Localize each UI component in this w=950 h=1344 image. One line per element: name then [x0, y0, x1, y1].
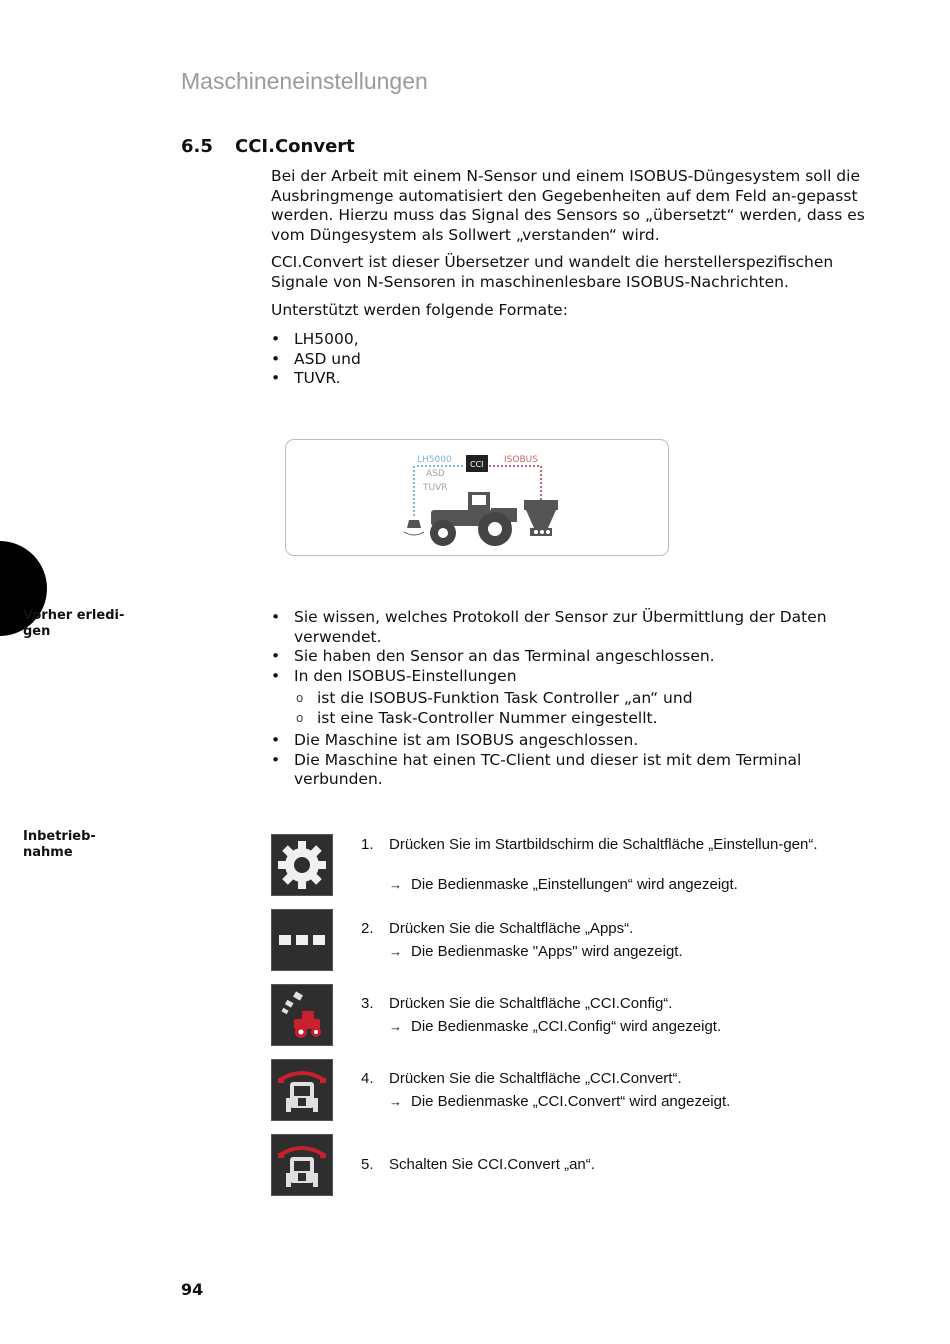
list-item: • ASD und: [271, 350, 871, 370]
list-item-text: In den ISOBUS-Einstellungen: [294, 666, 517, 685]
list-item: • Sie haben den Sensor an das Terminal angeschlossen.: [271, 647, 871, 667]
apps-icon: [272, 910, 332, 970]
step-text: Drücken Sie die Schaltfläche „CCI.Convert“.: [389, 1070, 682, 1087]
diagram-label-asd: ASD: [426, 469, 445, 479]
commissioning-label-line2: nahme: [23, 845, 73, 860]
section-title: CCI.Convert: [235, 136, 355, 157]
step-result: [389, 1093, 730, 1110]
result-arrow-icon: →: [389, 877, 402, 892]
step-result-text: Die Bedienmaske „CCI.Convert“ wird angezeigt.: [411, 1093, 731, 1110]
sub-list-item: o ist die ISOBUS-Funktion Task Controller „an“ und: [294, 689, 871, 709]
step-text: Drücken Sie die Schaltfläche „Apps“.: [389, 920, 634, 937]
cci-convert-icon: [272, 1060, 332, 1120]
diagram-label-lh5000: LH5000: [417, 455, 452, 465]
step-number: 2.: [361, 920, 374, 937]
diagram-label-isobus: ISOBUS: [504, 455, 538, 465]
intro-paragraph-2: CCI.Convert ist dieser Übersetzer und wandelt die herstellerspezifischen Signale von N-Sensoren in maschinenlesbare ISOBUS-Nachrichten.: [271, 253, 834, 291]
fertilizer-spreader-icon: [524, 500, 558, 536]
list-item: • Die Maschine hat einen TC-Client und dieser ist mit dem Terminal verbunden.: [271, 751, 871, 790]
prereq-label-line1: Vorher erledi-: [23, 608, 125, 623]
section-number: 6.5: [181, 136, 213, 157]
list-item: • Die Maschine ist am ISOBUS angeschlossen.: [271, 731, 871, 751]
step-result-text: Die Bedienmaske „CCI.Config“ wird angezeigt.: [411, 1018, 722, 1035]
prereq-list: [271, 608, 871, 790]
list-item: [271, 667, 871, 729]
cci-config-button[interactable]: [271, 984, 333, 1046]
diagram-label-cci: CCI: [470, 460, 484, 469]
result-arrow-icon: →: [389, 944, 402, 959]
cci-convert-diagram: [285, 439, 669, 556]
tractor-icon: [430, 492, 517, 546]
result-arrow-icon: →: [389, 1019, 402, 1034]
prereq-label: [23, 608, 124, 640]
step-result-text: Die Bedienmaske „Einstellungen“ wird angezeigt.: [411, 876, 738, 893]
cci-convert-on-icon: [272, 1135, 332, 1195]
sensor-wave-icon: [404, 532, 424, 535]
chapter-header: Maschineneinstellungen: [181, 68, 428, 94]
n-sensor-icon: [407, 520, 421, 528]
settings-button[interactable]: [271, 834, 333, 896]
step-number: 4.: [361, 1070, 374, 1087]
page-number: 94: [181, 1280, 204, 1299]
step-text: Schalten Sie CCI.Convert „an“.: [389, 1156, 595, 1173]
diagram-illustration: [286, 440, 668, 555]
result-arrow-icon: →: [389, 1094, 402, 1109]
prereq-sublist: [294, 689, 871, 728]
format-list: [271, 330, 871, 389]
step-number: 5.: [361, 1156, 374, 1173]
step-text: Drücken Sie im Startbildschirm die Schaltfläche „Einstellun-gen“.: [389, 836, 818, 853]
cci-convert-toggle[interactable]: [271, 1134, 333, 1196]
step-result-text: Die Bedienmaske "Apps" wird angezeigt.: [411, 943, 683, 960]
intro-paragraph-1: Bei der Arbeit mit einem N-Sensor und einem ISOBUS-Düngesystem soll die Ausbringmenge automatisiert den Gegebenheiten auf dem Feld an-gepasst werden. Hierzu muss das Signal des Sensors so „übersetzt“ werden, dass es vom Düngesystem als Sollwert „verstanden“ wird.: [271, 167, 865, 244]
list-item: • TUVR.: [271, 369, 871, 389]
intro-paragraph-3: Unterstützt werden folgende Formate:: [271, 301, 568, 319]
apps-button[interactable]: [271, 909, 333, 971]
isobus-signal-line: [489, 466, 541, 500]
sub-list-item: o ist eine Task-Controller Nummer eingestellt.: [294, 709, 871, 729]
step-result: [389, 1018, 721, 1035]
step-result: [389, 876, 738, 893]
commissioning-label-line1: Inbetrieb-: [23, 829, 96, 844]
gear-icon: [272, 835, 332, 895]
list-item: • Sie wissen, welches Protokoll der Sensor zur Übermittlung der Daten verwendet.: [271, 608, 871, 647]
diagram-label-tuvr: TUVR: [423, 483, 448, 493]
commissioning-label: [23, 829, 96, 861]
step-number: 3.: [361, 995, 374, 1012]
cci-convert-button[interactable]: [271, 1059, 333, 1121]
step-result: [389, 943, 683, 960]
list-item: • LH5000,: [271, 330, 871, 350]
step-text: Drücken Sie die Schaltfläche „CCI.Config“.: [389, 995, 673, 1012]
step-number: 1.: [361, 836, 374, 853]
prereq-label-line2: gen: [23, 624, 51, 639]
cci-config-icon: [272, 985, 332, 1045]
